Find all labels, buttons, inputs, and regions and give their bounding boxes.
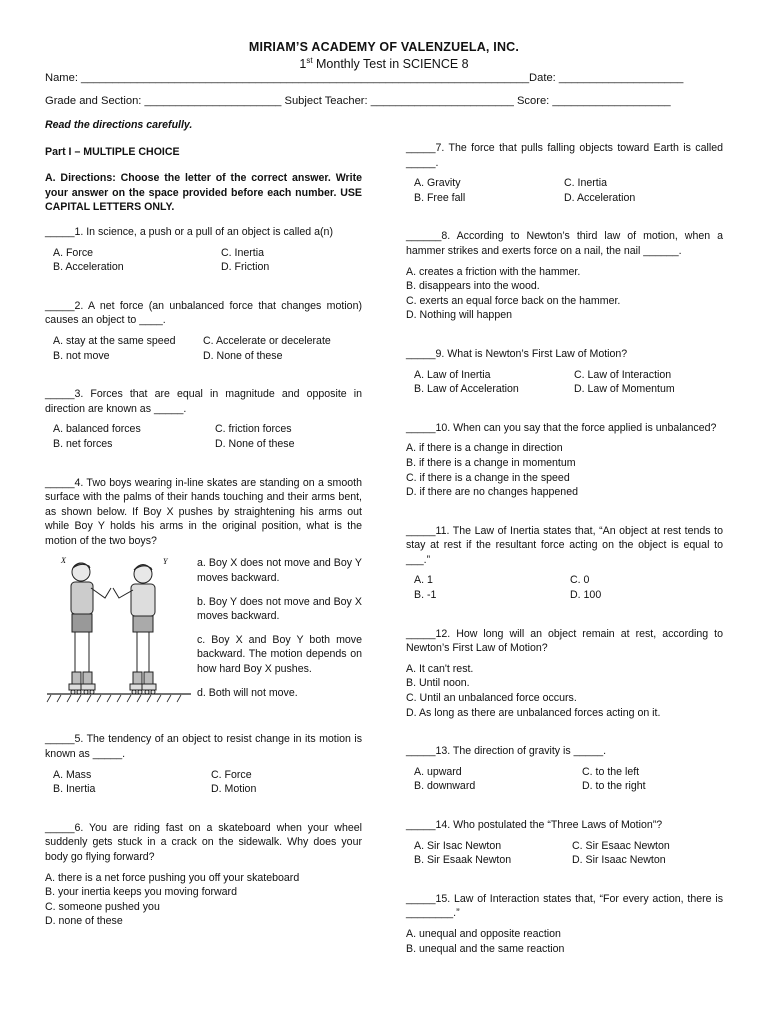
option-a: A. there is a net force pushing you off your skateboard	[45, 871, 300, 884]
option-d: D. if there are no changes happened	[406, 486, 578, 499]
question-10	[406, 421, 723, 500]
question-text: _____9. What is Newton’s First Law of Motion?	[406, 347, 628, 360]
question-12	[406, 627, 723, 721]
question-13	[406, 744, 723, 794]
question-text: _____6. You are riding fast on a skateboard when your wheel suddenly gets stuck in a crack on the sidewalk. Why does your body go flying forward?	[45, 821, 362, 864]
option-b: B. Law of Acceleration	[414, 383, 519, 396]
option-a: A. It can't rest.	[406, 662, 474, 675]
option-c: C. 0	[570, 574, 590, 587]
school-name: MIRIAM’S ACADEMY OF VALENZUELA, INC.	[248, 40, 520, 54]
option-b: B. Free fall	[414, 191, 466, 204]
option-c: C. exerts an equal force back on the hammer.	[406, 294, 621, 307]
option-c: c. Boy X and Boy Y both move backward. The motion depends on how hard Boy X pushes.	[197, 633, 362, 676]
option-b: B. -1	[414, 589, 437, 602]
option-d: D. Law of Momentum	[574, 383, 675, 396]
label-y: Y	[163, 557, 168, 567]
option-a: A. Gravity	[414, 177, 461, 190]
question-14	[406, 818, 723, 868]
question-6	[45, 821, 362, 929]
option-c: C. Accelerate or decelerate	[203, 334, 331, 347]
question-7	[406, 141, 723, 205]
option-a: A. Force	[53, 246, 94, 259]
question-text: ______8. According to Newton’s third law of motion, when a hammer strikes and exerts force on a nail, the nail ______.	[406, 230, 723, 257]
option-d: D. None of these	[203, 349, 283, 362]
question-text: _____10. When can you say that the force applied is unbalanced?	[406, 421, 717, 434]
question-3	[45, 387, 362, 451]
option-d: D. 100	[570, 589, 602, 602]
question-text: _____13. The direction of gravity is _____.	[406, 745, 607, 758]
question-15	[406, 892, 723, 956]
option-d: D. none of these	[45, 915, 123, 928]
question-text: _____15. Law of Interaction states that, “For every action, there is ________.”	[406, 892, 723, 920]
option-a: A. Sir Isac Newton	[414, 839, 502, 852]
question-text: _____4. Two boys wearing in-line skates are standing on a smooth surface with the palms of their hands touching and their arms bent, as shown below. If Boy X pushes by straightening his arms out while Boy Y holds his arms in the original position, what is the motion of the two boys?	[45, 476, 362, 547]
question-text: _____5. The tendency of an object to resist change in its motion is known as _____.	[45, 733, 362, 761]
option-d: d. Both will not move.	[197, 686, 298, 699]
directions-text: A. Directions: Choose the letter of the correct answer. Write your answer on the space provided before each number. USE CAPITAL LETTERS ONLY.	[45, 172, 362, 214]
question-4	[45, 476, 362, 715]
option-b: B. your inertia keeps you moving forward	[45, 886, 237, 899]
option-b: B. downward	[414, 780, 476, 793]
option-b: B. disappears into the wood.	[406, 280, 540, 293]
option-a: A. Law of Inertia	[414, 368, 491, 381]
option-a: a. Boy X does not move and Boy Y moves backward.	[197, 557, 362, 585]
question-text: _____3. Forces that are equal in magnitude and opposite in direction are known as _____.	[45, 388, 362, 415]
option-c: C. Until an unbalanced force occurs.	[406, 692, 577, 705]
option-c: C. friction forces	[215, 423, 292, 436]
option-c: C. to the left	[582, 765, 640, 778]
question-text: _____12. How long will an object remain at rest, according to Newton’s First Law of Motion?	[406, 627, 723, 655]
part-heading: Part I – MULTIPLE CHOICE	[45, 145, 180, 158]
option-a: A. creates a friction with the hammer.	[406, 265, 581, 278]
option-d: D. to the right	[582, 780, 646, 793]
option-b: B. Inertia	[53, 783, 96, 796]
option-d: D. Friction	[221, 261, 270, 274]
option-b: B. unequal and the same reaction	[406, 942, 565, 955]
option-c: C. Sir Esaac Newton	[572, 839, 670, 852]
question-5	[45, 732, 362, 796]
option-d: D. Nothing will happen	[406, 309, 512, 322]
grade-teacher-score-line: Grade and Section: ______________________ Subject Teacher: _______________________ Score: ___________________	[45, 95, 671, 107]
question-4-options	[197, 556, 362, 700]
option-a: A. unequal and opposite reaction	[406, 927, 561, 940]
question-text: _____7. The force that pulls falling objects toward Earth is called _____.	[406, 142, 723, 169]
option-b: b. Boy Y does not move and Boy X moves backward.	[197, 595, 362, 623]
option-a: A. if there is a change in direction	[406, 442, 563, 455]
question-9	[406, 347, 723, 397]
option-c: C. someone pushed you	[45, 900, 160, 913]
label-x: X	[61, 556, 66, 566]
question-text: _____14. Who postulated the “Three Laws of Motion”?	[406, 819, 663, 831]
option-d: D. None of these	[215, 437, 295, 450]
question-8	[406, 229, 723, 323]
test-title: 1st Monthly Test in SCIENCE 8	[299, 56, 469, 72]
question-text: _____11. The Law of Inertia states that, “An object at rest tends to stay at rest if the resultant force acting on the object is equal to ___.”	[406, 524, 723, 566]
option-b: B. Sir Esaak Newton	[414, 854, 512, 867]
option-c: C. Force	[211, 768, 252, 781]
name-date-line: Name: ________________________________________________________________________Date: ____________________	[45, 72, 684, 84]
option-d: D. As long as there are unbalanced forces acting on it.	[406, 706, 661, 719]
option-a: A. 1	[414, 574, 433, 587]
option-c: C. Inertia	[564, 177, 607, 190]
question-1	[45, 225, 362, 275]
question-text: _____1. In science, a push or a pull of an object is called a(n)	[45, 225, 333, 238]
option-a: A. Mass	[53, 768, 92, 781]
option-d: D. Sir Isaac Newton	[572, 854, 666, 867]
option-a: A. balanced forces	[53, 423, 141, 436]
option-c: C. if there is a change in the speed	[406, 471, 570, 484]
option-a: A. stay at the same speed	[53, 334, 176, 347]
two-boys-skating-figure	[45, 554, 193, 704]
option-b: B. not move	[53, 349, 110, 362]
option-b: B. Until noon.	[406, 677, 470, 690]
question-11	[406, 524, 723, 603]
option-b: B. if there is a change in momentum	[406, 456, 576, 469]
question-text: _____2. A net force (an unbalanced force that changes motion) causes an object to ____.	[45, 299, 362, 327]
read-directions: Read the directions carefully.	[45, 119, 193, 131]
option-c: C. Inertia	[221, 246, 264, 259]
option-b: B. net forces	[53, 437, 113, 450]
option-c: C. Law of Interaction	[574, 368, 672, 381]
left-column	[45, 118, 362, 929]
option-d: D. Acceleration	[564, 191, 636, 204]
option-d: D. Motion	[211, 783, 257, 796]
right-column	[406, 141, 723, 956]
option-a: A. upward	[414, 765, 462, 778]
question-2	[45, 299, 362, 363]
option-b: B. Acceleration	[53, 261, 124, 274]
